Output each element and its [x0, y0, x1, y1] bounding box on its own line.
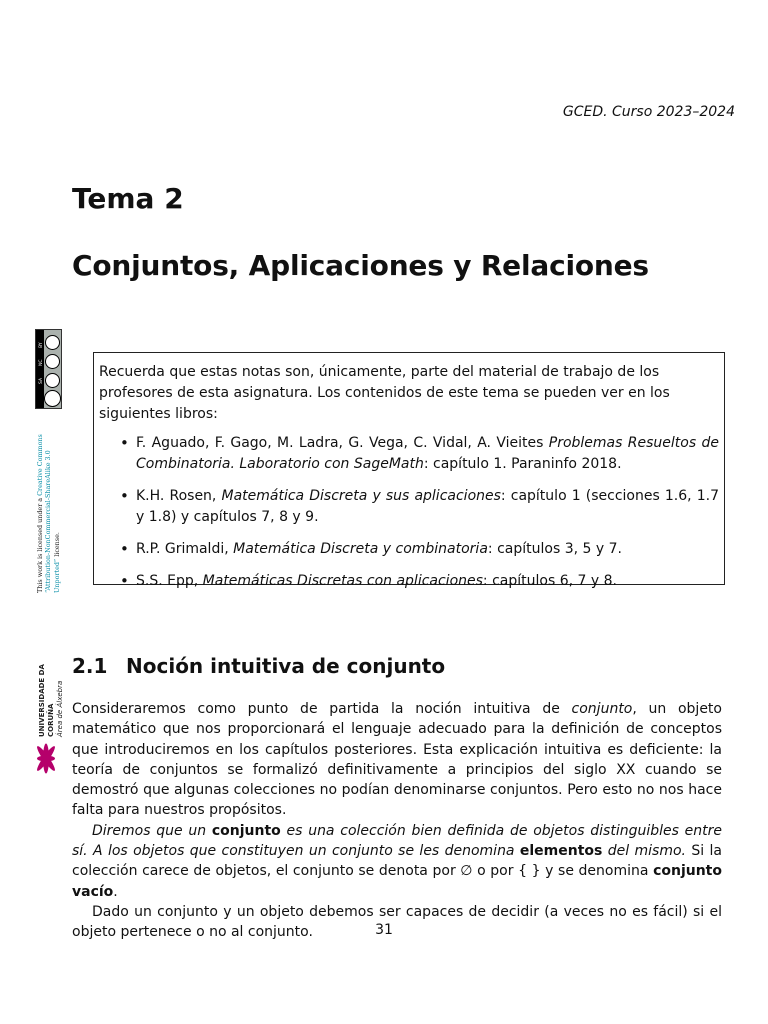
- university-affiliation: [38, 637, 65, 737]
- book-authors: S.S. Epp,: [136, 573, 203, 589]
- book-title: Matemáticas Discretas con aplicaciones: [202, 573, 483, 589]
- bibliography-note-box: [93, 352, 725, 589]
- book-list: [99, 433, 719, 592]
- book-detail: : capítulos 6, 7 y 8.: [482, 573, 617, 589]
- book-authors: F. Aguado, F. Gago, M. Ladra, G. Vega, C. Vidal, A. Vieites: [136, 435, 549, 451]
- department-name: Área de Álxebra: [56, 680, 64, 737]
- cc-label-sa: SA: [39, 377, 44, 384]
- cc-sharealike-icon: [45, 335, 60, 350]
- university-logo-icon: [36, 742, 56, 775]
- book-detail: : capítulo 1. Paraninfo 2018.: [423, 456, 622, 472]
- book-authors: R.P. Grimaldi,: [136, 541, 234, 557]
- book-item: [99, 571, 719, 592]
- section-number: 2.1: [72, 654, 108, 678]
- emphasis-conjunto: conjunto: [571, 701, 633, 717]
- university-name: UNIVERSIDADE DA CORUÑA: [38, 664, 55, 737]
- cc-badge-labels: [36, 330, 44, 408]
- book-title: Matemática Discreta y combinatoria: [233, 541, 488, 557]
- license-text-suffix: license.: [52, 532, 61, 559]
- paragraph-definition: [72, 821, 722, 902]
- cc-attribution-icon: [45, 373, 60, 388]
- term-elementos: elementos: [519, 843, 603, 860]
- book-item: [99, 539, 719, 560]
- text-run: .: [113, 883, 118, 900]
- license-link[interactable]: Creative Commons “Attribution-NonCommercial-ShareAlike 3.0 Unported”: [36, 434, 61, 593]
- book-title: Matemática Discreta y sus aplicaciones: [221, 488, 501, 504]
- text-run: , un objeto matemático que nos proporcionará el lenguaje adecuado para la definición de conceptos que introduciremos en los capítulos posteriores. Esta explicación intuitiva es deficiente: la teoría de conjuntos se formalizó definitivamente a principios del siglo XX cuando se demostró que algunas colecciones no podían denominarse conjuntos. Pero esto no nos hace falta para nuestros propósitos.: [72, 701, 722, 819]
- cc-license-badge[interactable]: [35, 329, 62, 409]
- license-text-prefix: This work is licensed under a: [36, 495, 44, 593]
- text-run: del mismo.: [602, 843, 686, 860]
- paragraph-intro: [72, 699, 722, 821]
- book-detail: : capítulos 3, 5 y 7.: [487, 541, 622, 557]
- book-item: [99, 433, 719, 475]
- book-item: [99, 486, 719, 528]
- chapter-title: Conjuntos, Aplicaciones y Relaciones: [72, 249, 649, 282]
- term-conjunto-vacio: conjunto vacío: [72, 863, 722, 900]
- cc-label-nc: NC: [39, 359, 44, 366]
- chapter-number: Tema 2: [72, 182, 184, 215]
- text-run: Si la colección carece de objetos, el conjunto se denota por ∅ o por { } y se denomina: [72, 843, 722, 880]
- section-title: Noción intuitiva de conjunto: [126, 654, 446, 678]
- book-detail: : capítulo 1 (secciones 1.6, 1.7 y 1.8) y capítulos 7, 8 y 9.: [136, 488, 719, 525]
- text-run: Consideraremos como punto de partida la noción intuitiva de: [72, 701, 572, 717]
- page-number: 31: [375, 922, 393, 938]
- note-intro: Recuerda que estas notas son, únicamente, parte del material de trabajo de los profesores de esta asignatura. Los contenidos de este tema se pueden ver en los siguientes libros:: [99, 364, 670, 422]
- text-run: Diremos que un: [92, 822, 212, 839]
- book-authors: K.H. Rosen,: [136, 488, 222, 504]
- cc-label-by: BY: [39, 342, 44, 348]
- cc-logo-icon: [44, 390, 61, 407]
- text-run: es una colección bien definida de objetos distinguibles entre sí. A los objetos que constituyen un conjunto se les denomina: [72, 822, 722, 860]
- license-notice: [36, 423, 61, 593]
- running-header-course: GCED. Curso 2023–2024: [562, 104, 735, 120]
- paragraph-membership: Dado un conjunto y un objeto debemos ser capaces de decidir (a veces no es fácil) si el objeto pertenece o no al conjunto.: [72, 903, 722, 941]
- section-heading: [72, 654, 445, 678]
- cc-badge-label-strip: [36, 330, 44, 408]
- book-title: Problemas Resueltos de Combinatoria. Laboratorio con SageMath: [136, 435, 719, 472]
- section-body: [72, 699, 722, 943]
- term-conjunto: conjunto: [211, 822, 281, 839]
- cc-noncommercial-icon: [45, 354, 60, 369]
